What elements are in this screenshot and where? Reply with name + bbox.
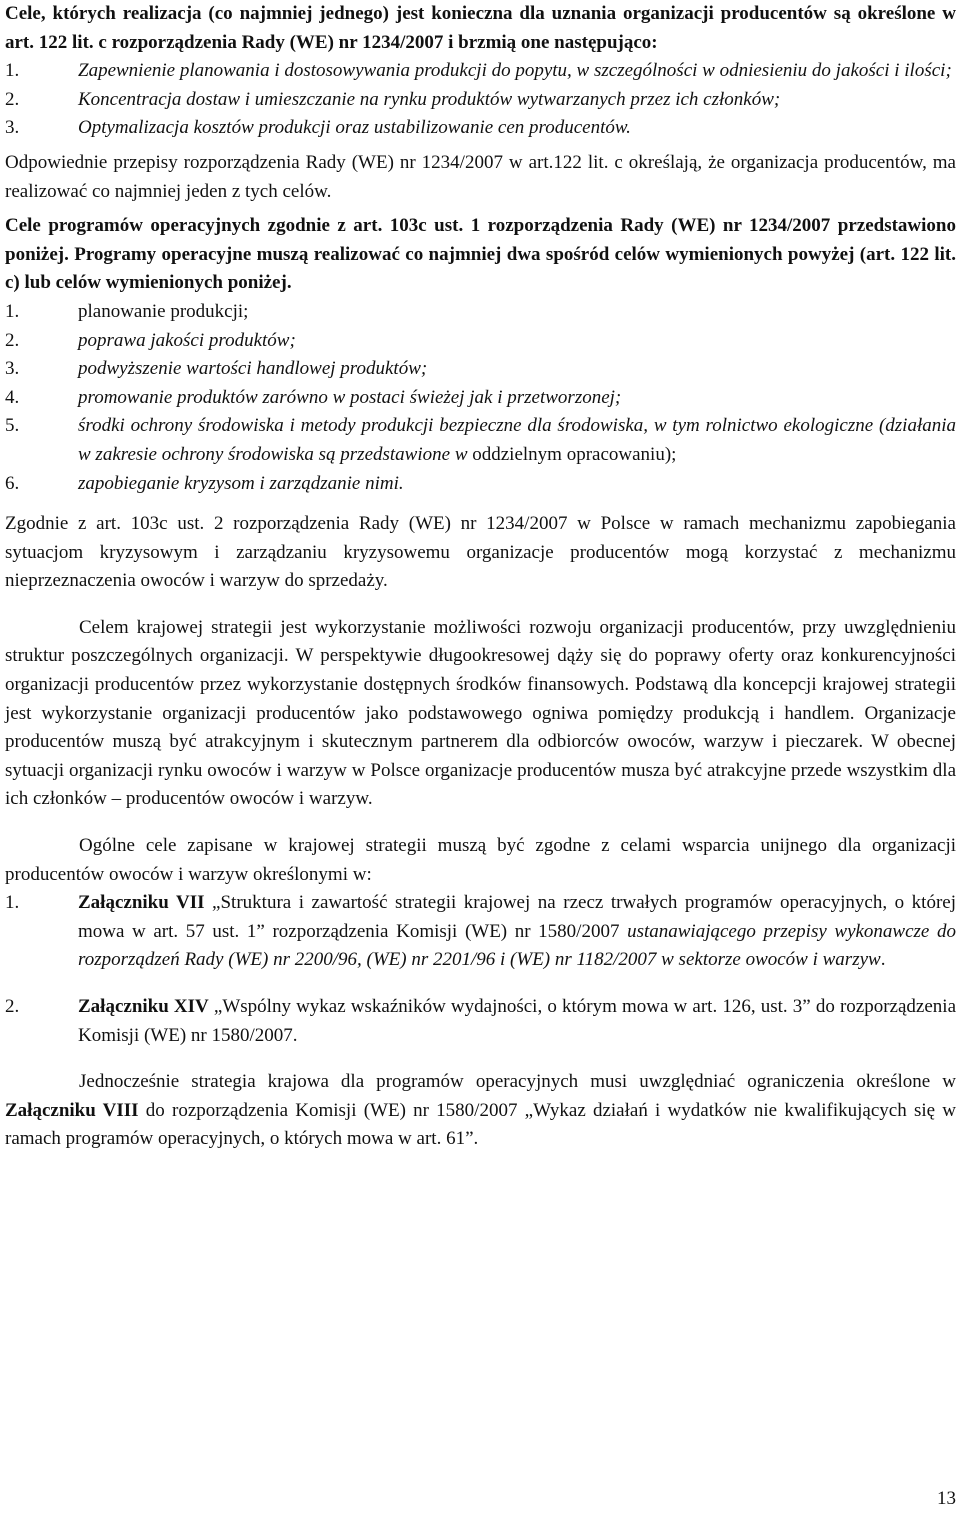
list-number: 2. — [5, 996, 20, 1017]
annex-title: Załączniku VII — [78, 892, 205, 914]
list-item — [5, 57, 956, 86]
list-number: 3. — [5, 358, 20, 380]
list-item — [5, 327, 956, 356]
list-item — [5, 412, 956, 469]
annex-text: „Wspólny wykaz wskaźników wydajności, o którym mowa w art. 126, ust. 3” do rozporządzenia Komisji (WE) nr 1580/2007. — [78, 996, 956, 1046]
limits-after: do rozporządzenia Komisji (WE) nr 1580/2007 „Wykaz działań i wydatków nie kwalifikujących się w ramach programów operacyjnych, o których mowa w art. 61”. — [5, 1099, 956, 1150]
list-text: podwyższenie wartości handlowej produktów; — [78, 358, 428, 380]
list-number: 3. — [5, 117, 20, 139]
list-text: Koncentracja dostaw i umieszczanie na rynku produktów wytwarzanych przez ich członków; — [78, 88, 781, 110]
crisis-paragraph: Zgodnie z art. 103c ust. 2 rozporządzenia Rady (WE) nr 1234/2007 w Polsce w ramach mechanizmu zapobiegania sytuacjom kryzysowym i zarządzaniu kryzysowemu organizacje producentów mogą korzystać z mechanizmu nieprzeznaczenia owoców i warzyw do sprzedaży. — [5, 513, 956, 592]
list-text: poprawa jakości produktów; — [78, 329, 296, 351]
list-item — [5, 86, 956, 115]
list-text: Optymalizacja kosztów produkcji oraz ustabilizowanie cen producentów. — [78, 117, 631, 139]
list-text: zapobieganie kryzysom i zarządzanie nimi. — [78, 472, 404, 494]
annex-italic: ustanawiającego przepisy wykonawcze do rozporządzeń Rady (WE) nr 2200/96, (WE) nr 2201/96 i (WE) nr 1182/2007 w sektorze owoców i warzyw — [78, 920, 956, 971]
limits-before: Jednocześnie strategia krajowa dla programów operacyjnych musi uwzględniać ograniczenia określone w — [79, 1071, 956, 1093]
annex-list — [5, 889, 956, 1050]
annex-text: „Struktura i zawartość strategii krajowej na rzecz trwałych programów operacyjnych, o której mowa w art. 57 ust. 1” rozporządzenia Komisji (WE) nr 1580/2007 — [78, 892, 957, 942]
list-number: 1. — [5, 60, 20, 82]
list-number: 4. — [5, 386, 20, 408]
list-number: 2. — [5, 88, 20, 110]
annex-tail: . — [880, 949, 886, 971]
operational-goals-paragraph — [5, 212, 956, 298]
limits-paragraph — [5, 1068, 956, 1154]
general-goals-paragraph: Ogólne cele zapisane w krajowej strategii muszą być zgodne z celami wsparcia unijnego dla organizacji producentów owoców i warzyw określonymi w: — [5, 835, 956, 885]
intro-paragraph: Cele, których realizacja (co najmniej jednego) jest konieczna dla uznania organizacji producentów są określone w art. 122 lit. c rozporządzenia Rady (WE) nr 1234/2007 i brzmią one następująco: — [5, 3, 956, 53]
list-item — [5, 384, 956, 413]
list-number: 1. — [5, 892, 20, 914]
list-item — [5, 993, 956, 1050]
list-text: Zapewnienie planowania i dostosowywania produkcji do popytu, w szczególności w odniesieniu do jakości i ilości; — [78, 60, 952, 82]
page-number: 13 — [937, 1488, 956, 1510]
strategy-paragraph: Celem krajowej strategii jest wykorzystanie możliwości rozwoju organizacji producentów, przy uwzględnieniu struktur poszczególnych organizacji. W perspektywie długookresowej dąży się do poprawy oferty oraz konkurencyjności organizacji producentów przez wykorzystanie dostępnych środków finansowych. Podstawą dla koncepcji krajowej strategii jest wykorzystanie organizacji producentów jako podstawowego ogniwa pomiędzy produkcją i handlem. Organizacje producentów muszą być atrakcyjnym i skutecznym partnerem dla odbiorców owoców, warzyw i pieczarek. W obecnej sytuacji organizacji rynku owoców i warzyw w Polsce organizacje producentów musza być atrakcyjne przede wszystkim dla ich członków – producentów owoców i warzyw. — [5, 616, 956, 810]
list-number: 2. — [5, 329, 20, 351]
list-number: 6. — [5, 472, 20, 494]
list-item — [5, 470, 956, 499]
list-text: planowanie produkcji; — [78, 300, 249, 322]
goals-list-operational — [5, 298, 956, 498]
list-text-normal: oddzielnym opracowaniu); — [467, 443, 677, 465]
list-number: 5. — [5, 415, 20, 437]
goals-list-art122 — [5, 57, 956, 143]
annex-title: Załączniku XIV — [78, 996, 209, 1017]
list-text-italic: środki ochrony środowiska i metody produkcji bezpieczne dla środowiska, w tym rolnictwo ekologiczne (działania w zakresie ochrony środowiska są przedstawione w — [78, 415, 956, 465]
list-number: 1. — [5, 300, 20, 322]
list-item — [5, 889, 956, 975]
list-item — [5, 114, 956, 143]
list-item — [5, 298, 956, 327]
list-item — [5, 355, 956, 384]
list-text: promowanie produktów zarówno w postaci świeżej jak i przetworzonej; — [78, 386, 622, 408]
limits-annex: Załączniku VIII — [5, 1099, 139, 1121]
operational-goals-part1: Cele programów operacyjnych zgodnie z art. 103c ust. 1 rozporządzenia Rady (WE) nr 1234/2007 przedstawiono poniżej. — [5, 215, 956, 265]
operational-goals-part2: Programy operacyjne muszą realizować co najmniej dwa spośród celów wymienionych powyżej (art. 122 lit. c) lub celów wymienionych poniżej. — [5, 243, 956, 294]
provisions-paragraph: Odpowiednie przepisy rozporządzenia Rady (WE) nr 1234/2007 w art.122 lit. c określają, że organizacja producentów, ma realizować co najmniej jeden z tych celów. — [5, 151, 956, 202]
